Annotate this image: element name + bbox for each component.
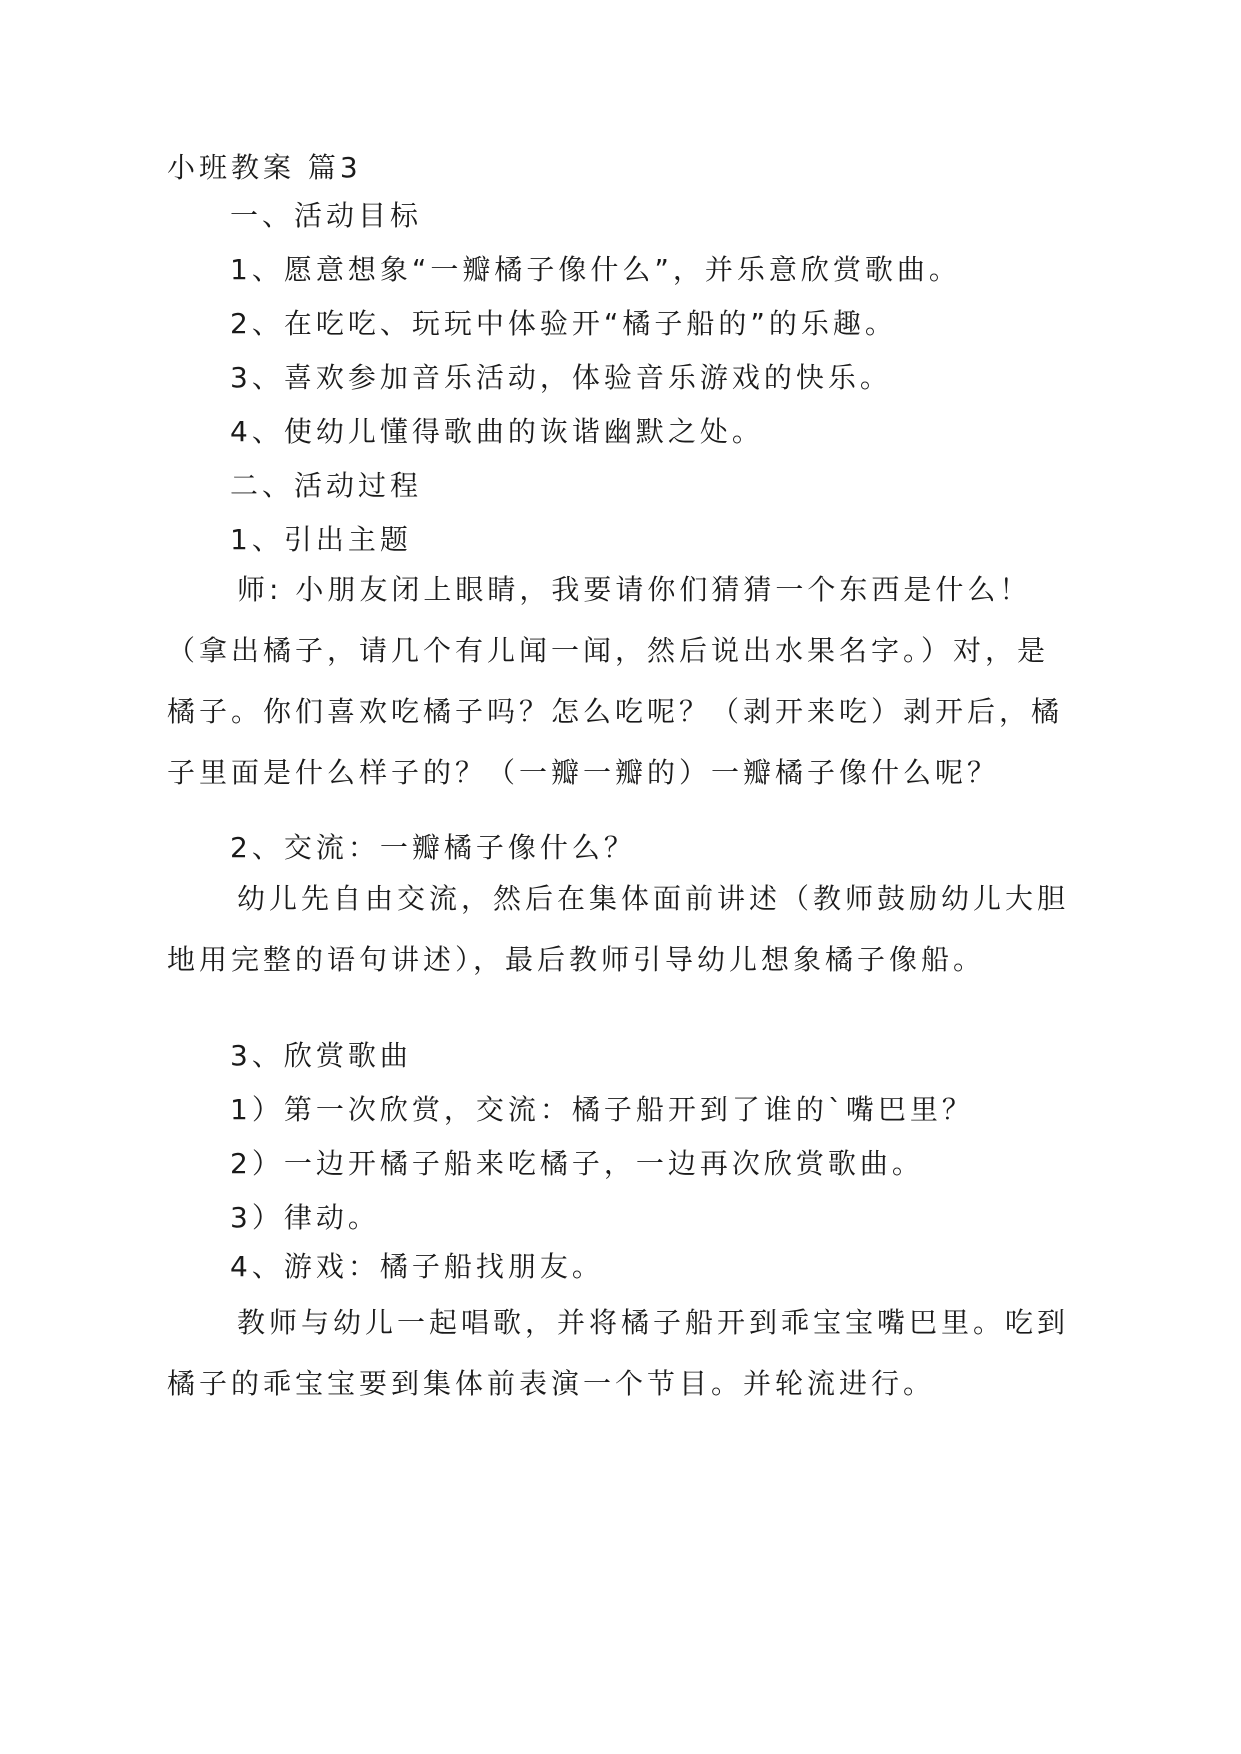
section-heading-process: 二、活动过程 bbox=[230, 469, 423, 502]
step-heading: 3、欣赏歌曲 bbox=[230, 1039, 412, 1072]
goal-item: 3、喜欢参加音乐活动，体验音乐游戏的快乐。 bbox=[230, 361, 892, 394]
goal-item: 2、在吃吃、玩玩中体验开“橘子船的”的乐趣。 bbox=[230, 307, 897, 340]
paragraph: 教师与幼儿一起唱歌，并将橘子船开到乖宝宝嘴巴里。吃到橘子的乖宝宝要到集体前表演一个节目。并轮流进行。 bbox=[167, 1306, 1070, 1400]
step-heading: 2、交流：一瓣橘子像什么？ bbox=[230, 831, 636, 864]
step-heading: 4、游戏：橘子船找朋友。 bbox=[230, 1250, 604, 1283]
page-title: 小班教案 篇3 bbox=[167, 151, 362, 184]
goal-item: 1、愿意想象“一瓣橘子像什么”，并乐意欣赏歌曲。 bbox=[230, 253, 961, 286]
list-item: 2）一边开橘子船来吃橘子，一边再次欣赏歌曲。 bbox=[230, 1147, 924, 1180]
paragraph: 师: 小朋友闭上眼睛，我要请你们猜猜一个东西是什么！（拿出橘子，请几个有儿闻一闻，然后说出水果名字。）对，是橘子。你们喜欢吃橘子吗？怎么吃呢？（剥开来吃）剥开后，橘子里面是什么样子的？（一瓣一瓣的）一瓣橘子像什么呢？ bbox=[167, 573, 1064, 789]
list-item: 3）律动。 bbox=[230, 1201, 380, 1234]
goal-item: 4、使幼儿懂得歌曲的诙谐幽默之处。 bbox=[230, 415, 764, 448]
paragraph: 幼儿先自由交流，然后在集体面前讲述（教师鼓励幼儿大胆地用完整的语句讲述），最后教师引导幼儿想象橘子像船。 bbox=[167, 882, 1070, 976]
list-item: 1）第一次欣赏，交流：橘子船开到了谁的`嘴巴里？ bbox=[230, 1093, 974, 1126]
step-heading: 1、引出主题 bbox=[230, 523, 412, 556]
section-heading-goals: 一、活动目标 bbox=[230, 199, 423, 232]
